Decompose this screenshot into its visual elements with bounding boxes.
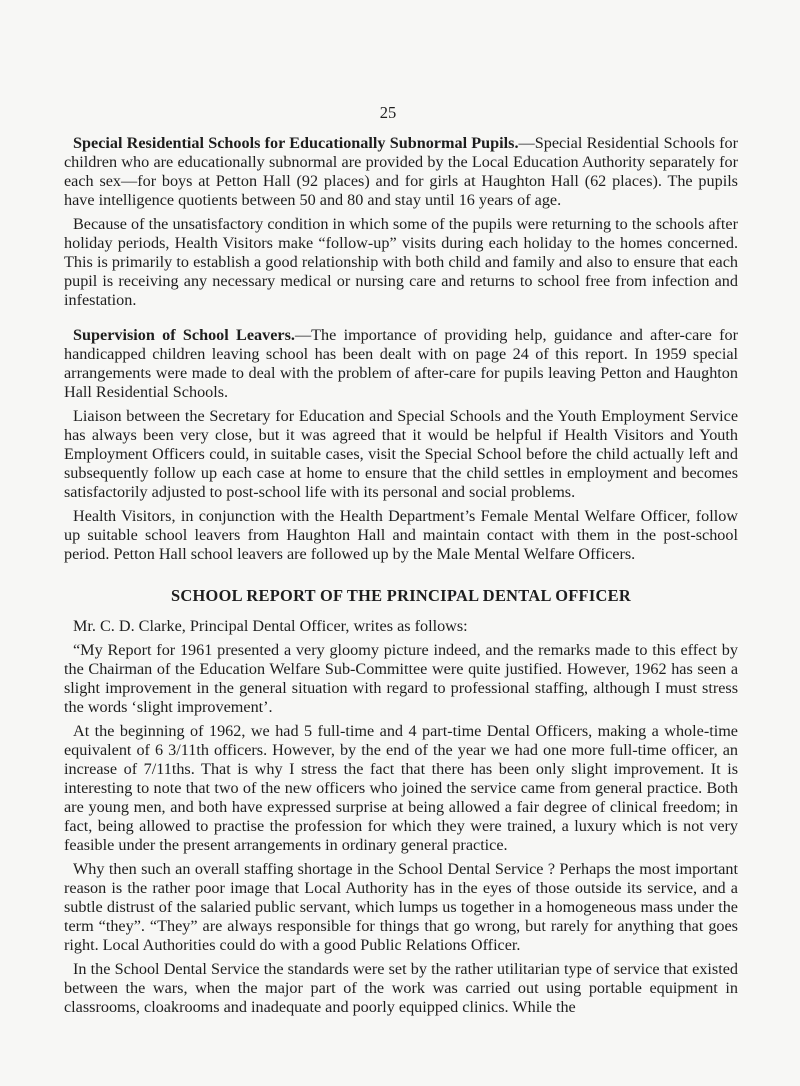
paragraph: At the beginning of 1962, we had 5 full-time and 4 part-time Dental Officers, making a whole-time equivalent of 6 3/11th officers. However, by the end of the year we had one more full-time officer, an increase of 7/11ths. That is why I stress the fact that there has been only slight improvement. It is interesting to note that two of the new officers who joined the service came from general practice. Both are young men, and both have expressed surprise at being allowed a fair degree of clinical freedom; in fact, being allowed to practise the profession for which they were trained, a luxury which is not very feasible under the present arrangements in ordinary general practice. xyxy=(64,722,738,854)
paragraph xyxy=(64,326,738,402)
section-heading: Special Residential Schools for Educationally Subnormal Pupils. xyxy=(73,134,519,152)
paragraph: Why then such an overall staffing shortage in the School Dental Service ? Perhaps the most important reason is the rather poor image that Local Authority has in the eyes of those outside its service, and a subtle distrust of the salaried public servant, which lumps us together in a homogeneous mass under the term “they”. “They” are always responsible for things that go wrong, but rarely for anything that goes right. Local Authorities could do with a good Public Relations Officer. xyxy=(64,860,738,954)
paragraph: Mr. C. D. Clarke, Principal Dental Officer, writes as follows: xyxy=(73,617,468,635)
section-title: SCHOOL REPORT OF THE PRINCIPAL DENTAL OFFICER xyxy=(170,586,632,605)
paragraph: Liaison between the Secretary for Education and Special Schools and the Youth Employment Service has always been very close, but it was agreed that it would be helpful if Health Visitors and Youth Employment Officers could, in suitable cases, visit the Special School before the child actually left and subsequently follow up each case at home to ensure that the child settles in employment and becomes satisfactorily adjusted to post-school life with its personal and social problems. xyxy=(64,407,738,501)
paragraph xyxy=(64,134,738,210)
paragraph-text: —Special Residential Schools for children who are educationally subnormal are provided by the Local Education Authority separately for each sex—for boys at Petton Hall (92 places) and for girls at Haughton Hall (62 places). The pupils have intelligence quotients between 50 and 80 and stay until 16 years of age. xyxy=(64,134,738,209)
paragraph: Because of the unsatisfactory condition in which some of the pupils were returning to the schools after holiday periods, Health Visitors make “follow-up” visits during each holiday to the homes concerned. This is primarily to establish a good relationship with both child and family and also to ensure that each pupil is receiving any necessary medical or nursing care and returns to school free from infection and infestation. xyxy=(64,215,738,309)
page-body xyxy=(64,104,738,1017)
section-dental-report xyxy=(64,586,738,1017)
section-residential-schools xyxy=(64,134,738,310)
section-school-leavers xyxy=(64,326,738,564)
section-heading: Supervision of School Leavers. xyxy=(73,326,295,344)
paragraph-text: —The importance of providing help, guidance and after-care for handicapped children leaving school has been dealt with on page 24 of this report. In 1959 special arrangements were made to deal with the problem of after-care for pupils leaving Petton and Haughton Hall Residential Schools. xyxy=(64,326,738,401)
page-number: 25 xyxy=(379,103,397,122)
paragraph: “My Report for 1961 presented a very gloomy picture indeed, and the remarks made to this effect by the Chairman of the Education Welfare Sub-Committee were quite justified. However, 1962 has seen a slight improvement in the general situation with regard to professional staffing, although I must stress the words ‘slight improvement’. xyxy=(64,641,738,716)
paragraph: Health Visitors, in conjunction with the Health Department’s Female Mental Welfare Officer, follow up suitable school leavers from Haughton Hall and maintain contact with them in the post-school period. Petton Hall school leavers are followed up by the Male Mental Welfare Officers. xyxy=(64,507,738,563)
paragraph: In the School Dental Service the standards were set by the rather utilitarian type of service that existed between the wars, when the major part of the work was carried out using portable equipment in classrooms, cloakrooms and inadequate and poorly equipped clinics. While the xyxy=(64,960,738,1016)
